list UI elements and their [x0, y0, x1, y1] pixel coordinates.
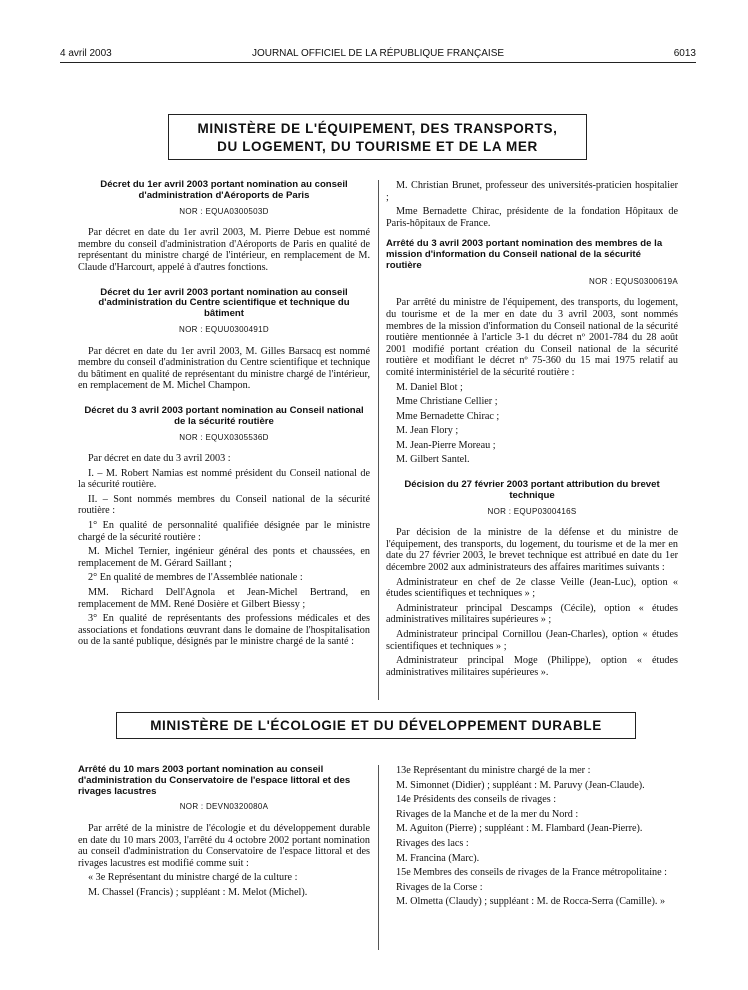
right-column-lower [386, 765, 678, 911]
decision-item: Administrateur principal Descamps (Cécile), option « études administratives militaires supérieures » ; [386, 602, 678, 626]
member-item: M. Jean-Pierre Moreau ; [396, 439, 496, 451]
decision-item: Administrateur principal Moge (Philippe), option « études administratives militaires supérieures ». [386, 655, 678, 678]
arrete-item: Rivages de la Corse : [396, 881, 483, 893]
nor-reference: NOR : EQUP0300416S [487, 506, 577, 516]
decree-body: Par décret en date du 1er avril 2003, M. Pierre Debue est nommé membre du conseil d'administration d'Aéroports de Paris en qualité de représentant du ministre chargé de l'intérieur, en remplacement de M. Claude d'Harcourt, appelé à d'autres fonctions. [78, 227, 370, 273]
arrete-item: M. Chassel (Francis) ; suppléant : M. Melot (Michel). [88, 886, 308, 898]
ministry-ecologie-heading [116, 712, 636, 739]
column-divider [378, 765, 379, 950]
decree-securite-routiere [78, 406, 370, 648]
arrete-item: M. Francina (Marc). [396, 852, 480, 864]
nor-reference: NOR : EQUS0300619A [589, 276, 678, 286]
header-rule [60, 62, 696, 63]
ministry-heading-line2: DU LOGEMENT, DU TOURISME ET DE LA MER [217, 139, 538, 154]
decree-aeroports [78, 180, 370, 274]
arrete-title: Arrêté du 3 avril 2003 portant nomination des membres de la mission d'information du Conseil national de la sécurité routière [386, 238, 663, 271]
left-column [78, 180, 370, 651]
header-page-number: 6013 [673, 48, 696, 59]
decree-title: Décret du 3 avril 2003 portant nomination au Conseil national de la sécurité routière [84, 404, 364, 427]
decision-item: Administrateur principal Cornillou (Jean-Charles), option « études scientifiques et techniques » ; [386, 629, 678, 652]
decree-cstb [78, 288, 370, 392]
decision-brevet-technique [386, 480, 678, 678]
decision-body: Par décision de la ministre de la défense et du ministre de l'équipement, des transports, du logement, du tourisme et de la mer en date du 27 février 2003, le brevet technique est attribué en date du 1er décembre 2002 aux administrateurs des affaires maritimes suivants : [386, 527, 678, 574]
ministry-equipement-heading [168, 114, 587, 160]
header-date: 4 avril 2003 [60, 48, 112, 59]
decree-title: Décret du 1er avril 2003 portant nomination au conseil d'administration du Centre scientifique et technique du bâtiment [98, 286, 350, 320]
decree-paragraph: Mme Bernadette Chirac, présidente de la fondation Hôpitaux de Paris-hôpitaux de France. [386, 206, 678, 229]
arrete-item: M. Simonnet (Didier) ; suppléant : M. Paruvy (Jean-Claude). [396, 779, 645, 791]
decree-paragraph: 2° En qualité de membres de l'Assemblée nationale : [88, 572, 303, 584]
decree-paragraph: Par décret en date du 3 avril 2003 : [88, 453, 231, 465]
nor-reference: NOR : EQUX0305536D [179, 432, 269, 442]
decree-paragraph: I. – M. Robert Namias est nommé président du Conseil national de la sécurité routière. [78, 467, 370, 491]
right-column [386, 180, 678, 681]
nor-reference: NOR : EQUU0300491D [179, 324, 269, 334]
arrete-item: M. Aguiton (Pierre) ; suppléant : M. Flambard (Jean-Pierre). [396, 823, 643, 835]
column-divider [378, 180, 379, 700]
decree-paragraph: M. Christian Brunet, professeur des universités-praticien hospitalier ; [386, 180, 678, 203]
page-header [60, 48, 696, 62]
member-item: M. Gilbert Santel. [396, 454, 470, 466]
arrete-item: 15e Membres des conseils de rivages de la France métropolitaine : [396, 867, 668, 879]
nor-reference: NOR : EQUA0300503D [179, 206, 269, 216]
decree-paragraph: 1° En qualité de personnalité qualifiée désignée par le ministre chargé de la sécurité routière : [78, 520, 370, 543]
arrete-item: Rivages des lacs : [396, 837, 469, 849]
arrete-mission-information [386, 239, 678, 466]
arrete-body: Par arrêté de la ministre de l'écologie et du développement durable en date du 10 mars 2003, l'arrêté du 4 octobre 2002 portant nomination au conseil d'administration du Conservatoire de l'espace littoral et des rivages lacustres est modifié comme suit : [78, 822, 370, 869]
arrete-item: 13e Représentant du ministre chargé de la mer : [396, 765, 591, 776]
decision-title: Décision du 27 février 2003 portant attribution du brevet technique [404, 479, 660, 501]
header-journal-title: JOURNAL OFFICIEL DE LA RÉPUBLIQUE FRANÇAISE [251, 48, 505, 59]
decree-paragraph: M. Michel Ternier, ingénieur général des ponts et chaussées, en remplacement de M. Gérard Saillant ; [78, 546, 370, 569]
decree-paragraph: II. – Sont nommés membres du Conseil national de la sécurité routière : [78, 493, 370, 517]
arrete-item: Rivages de la Manche et de la mer du Nord : [396, 808, 579, 820]
arrete-body: Par arrêté du ministre de l'équipement, des transports, du logement, du tourisme et de la mer en date du 3 avril 2003, sont nommés membres de la mission d'information du Conseil national de la sécurité routière mentionnée à l'article 3-1 du décret nº 2001-784 du 28 août 2001 modifié portant création du Conseil national de la sécurité routière et modifiant le décret nº 75-360 du 15 mai 1975 relatif au comité interministériel de la sécurité routière : [386, 297, 678, 378]
ministry-heading-line1: MINISTÈRE DE L'ÉQUIPEMENT, DES TRANSPORTS, [197, 121, 558, 136]
arrete-item: M. Olmetta (Claudy) ; suppléant : M. de Rocca-Serra (Camille). » [396, 896, 666, 908]
arrete-title: Arrêté du 10 mars 2003 portant nomination au conseil d'administration du Conservatoire de l'espace littoral et des rivages lacustres [78, 764, 351, 797]
member-item: Mme Bernadette Chirac ; [396, 410, 500, 422]
decree-paragraph: MM. Richard Dell'Agnola et Jean-Michel Bertrand, en remplacement de MM. René Dosière et Gilbert Biessy ; [78, 587, 370, 610]
decree-title: Décret du 1er avril 2003 portant nomination au conseil d'administration d'Aéroports de Paris [100, 179, 348, 201]
nor-reference: NOR : DEVN0320080A [179, 802, 269, 812]
arrete-item: « 3e Représentant du ministre chargé de la culture : [88, 872, 298, 884]
member-item: M. Daniel Blot ; [396, 381, 463, 393]
member-item: Mme Christiane Cellier ; [396, 396, 498, 408]
arrete-item: 14e Présidents des conseils de rivages : [396, 794, 557, 806]
decree-paragraph: 3° En qualité de représentants des professions médicales et des associations et fondations œuvrant dans le domaine de l'hospitalisation ou de la santé publique, désignés par le ministre chargé de la santé : [78, 613, 370, 648]
ministry-heading-line1: MINISTÈRE DE L'ÉCOLOGIE ET DU DÉVELOPPEMENT DURABLE [150, 718, 602, 733]
left-column-lower [78, 765, 370, 902]
decision-item: Administrateur en chef de 2e classe Veille (Jean-Luc), option « études scientifiques et techniques » ; [386, 576, 678, 600]
member-item: M. Jean Flory ; [396, 425, 459, 437]
decree-body: Par décret en date du 1er avril 2003, M. Gilles Barsacq est nommé membre du conseil d'administration du Centre scientifique et technique du bâtiment en qualité de représentant du ministre chargé de l'intérieur, en remplacement de M. Michel Champon. [78, 345, 370, 392]
